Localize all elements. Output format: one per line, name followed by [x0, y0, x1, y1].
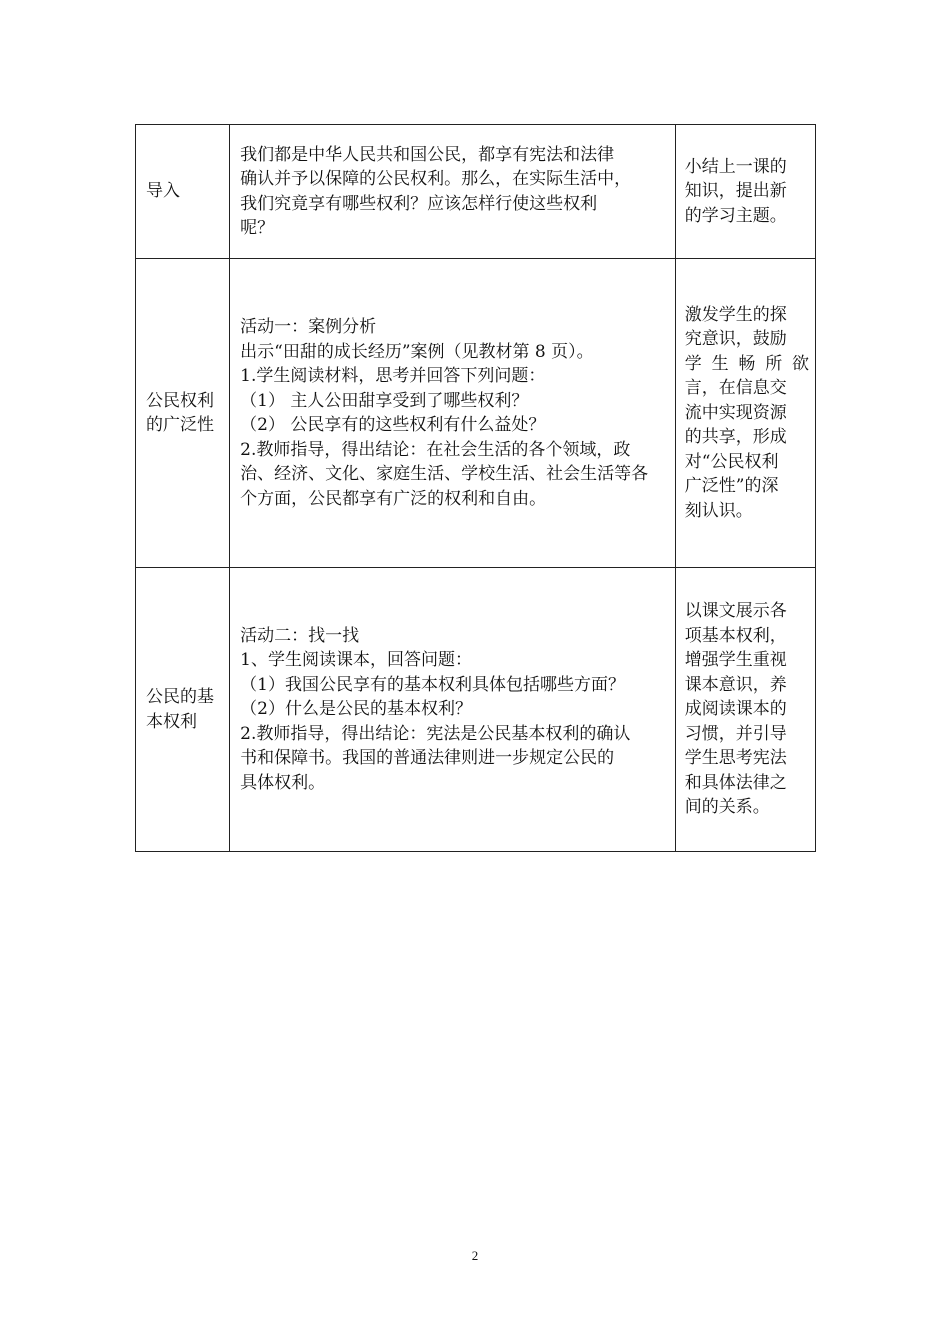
intent-line: 学生畅所欲 [684, 353, 809, 374]
intent-line: 的学习主题。 [684, 205, 787, 226]
content-cell [230, 568, 676, 852]
intent-line: 激发学生的探 [684, 304, 787, 325]
intent-line: 以课文展示各 [684, 601, 787, 622]
intent-line: 广泛性”的深 [684, 476, 779, 497]
intent-cell [675, 568, 815, 852]
intent-line: 流中实现资源 [684, 402, 787, 423]
content-line: 我们都是中华人民共和国公民，都享有宪法和法律 [240, 144, 615, 165]
content-line: 个方面，公民都享有广泛的权利和自由。 [240, 488, 547, 509]
content-line: （1） 主人公田甜享受到了哪些权利？ [240, 390, 529, 411]
intent-line: 知识，提出新 [684, 181, 787, 202]
intent-line: 学生思考宪法 [684, 748, 787, 769]
stage-cell [136, 259, 230, 568]
table-row-intro [136, 125, 816, 259]
page-number: 2 [471, 1248, 479, 1263]
content-line: 我们究竟享有哪些权利？应该怎样行使这些权利 [240, 193, 598, 214]
content-line: （2）什么是公民的基本权利？ [240, 699, 472, 720]
content-line: 确认并予以保障的公民权利。那么，在实际生活中， [240, 169, 632, 189]
content-cell [230, 259, 676, 568]
table-row-basic-rights [136, 568, 816, 852]
content-line: 2.教师指导，得出结论：在社会生活的各个领域，政 [240, 439, 631, 460]
table-row-breadth [136, 259, 816, 568]
content-line: 出示“田甜的成长经历”案例（见教材第 8 页）。 [240, 341, 594, 362]
intent-line: 小结上一课的 [684, 156, 787, 177]
content-line: 2.教师指导，得出结论：宪法是公民基本权利的确认 [240, 723, 631, 744]
content-cell [230, 125, 676, 259]
intent-line: 和具体法律之 [684, 772, 787, 793]
stage-cell [136, 125, 230, 259]
intent-line: 间的关系。 [684, 797, 770, 818]
intent-line: 言，在信息交 [684, 378, 787, 399]
content-line: 活动一：案例分析 [240, 317, 377, 337]
content-line: 1、学生阅读课本，回答问题： [240, 650, 472, 671]
content-line: 1.学生阅读材料，思考并回答下列问题： [240, 366, 546, 386]
intent-line: 的共享，形成 [684, 427, 787, 448]
content-line: （1）我国公民享有的基本权利具体包括哪些方面？ [240, 674, 625, 695]
content-line: 具体权利。 [240, 772, 326, 793]
intent-line: 究意识，鼓励 [684, 329, 787, 350]
stage-cell [136, 568, 230, 852]
content-line: （2） 公民享有的这些权利有什么益处？ [240, 415, 546, 435]
stage-label: 的广泛性 [146, 415, 214, 435]
content-line: 治、经济、文化、家庭生活、学校生活、社会生活等各 [240, 464, 649, 484]
content-line: 书和保障书。我国的普通法律则进一步规定公民的 [240, 748, 615, 769]
stage-label: 导入 [146, 181, 180, 202]
stage-label: 本权利 [146, 711, 197, 732]
lesson-plan-table [135, 124, 816, 852]
intent-line: 增强学生重视 [684, 650, 787, 671]
stage-label: 公民权利 [146, 390, 214, 411]
intent-line: 刻认识。 [684, 500, 753, 521]
content-line: 呢？ [240, 218, 275, 238]
intent-line: 课本意识，养 [684, 674, 787, 695]
intent-line: 对“公民权利 [684, 451, 779, 472]
intent-cell [675, 259, 815, 568]
stage-label: 公民的基 [146, 687, 214, 707]
intent-line: 项基本权利， [684, 625, 787, 646]
intent-line: 成阅读课本的 [684, 699, 787, 720]
intent-line: 习惯，并引导 [684, 723, 787, 744]
intent-cell [675, 125, 815, 259]
content-line: 活动二：找一找 [240, 625, 360, 646]
